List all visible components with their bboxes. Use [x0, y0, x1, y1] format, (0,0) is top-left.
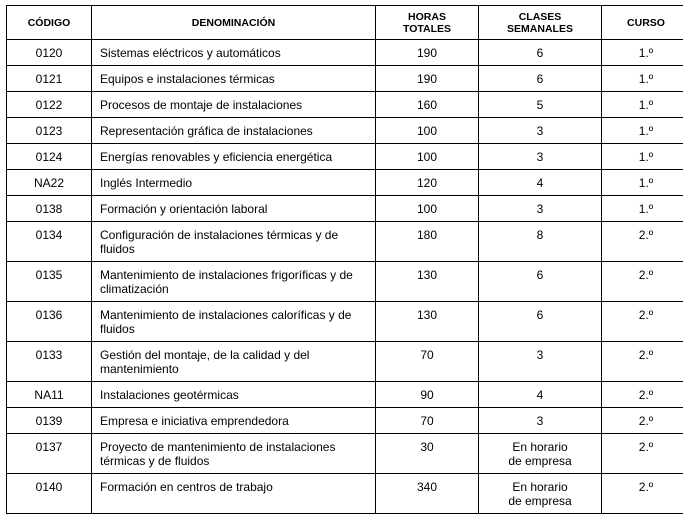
cell-denominacion: Proyecto de mantenimiento de instalaciones térmicas y de fluidos [92, 434, 376, 474]
cell-codigo: 0139 [7, 408, 92, 434]
cell-curso: 1.º [602, 170, 683, 196]
table-row [7, 262, 683, 302]
cell-codigo: 0124 [7, 144, 92, 170]
header-codigo: CÓDIGO [7, 6, 92, 40]
cell-denominacion: Formación en centros de trabajo [92, 474, 376, 514]
cell-clases: 4 [479, 382, 602, 408]
cell-clases: 3 [479, 342, 602, 382]
cell-horas: 100 [376, 144, 479, 170]
cell-clases: En horario de empresa [479, 474, 602, 514]
cell-denominacion: Equipos e instalaciones térmicas [92, 66, 376, 92]
cell-horas: 30 [376, 434, 479, 474]
cell-curso: 2.º [602, 382, 683, 408]
cell-clases: En horario de empresa [479, 434, 602, 474]
cell-codigo: 0135 [7, 262, 92, 302]
cell-horas: 70 [376, 408, 479, 434]
cell-curso: 1.º [602, 118, 683, 144]
cell-horas: 160 [376, 92, 479, 118]
cell-denominacion: Inglés Intermedio [92, 170, 376, 196]
cell-codigo: 0134 [7, 222, 92, 262]
cell-curso: 1.º [602, 40, 683, 66]
table-row [7, 302, 683, 342]
cell-codigo: NA22 [7, 170, 92, 196]
cell-clases: 6 [479, 66, 602, 92]
cell-curso: 1.º [602, 196, 683, 222]
header-curso: CURSO [602, 6, 683, 40]
cell-clases: 3 [479, 118, 602, 144]
cell-curso: 2.º [602, 408, 683, 434]
cell-codigo: 0122 [7, 92, 92, 118]
table-row [7, 434, 683, 474]
table-row [7, 196, 683, 222]
cell-denominacion: Mantenimiento de instalaciones frigoríficas y de climatización [92, 262, 376, 302]
cell-denominacion: Mantenimiento de instalaciones caloríficas y de fluidos [92, 302, 376, 342]
cell-horas: 190 [376, 66, 479, 92]
cell-codigo: NA11 [7, 382, 92, 408]
cell-curso: 1.º [602, 92, 683, 118]
cell-curso: 1.º [602, 66, 683, 92]
cell-curso: 2.º [602, 262, 683, 302]
cell-horas: 120 [376, 170, 479, 196]
cell-denominacion: Empresa e iniciativa emprendedora [92, 408, 376, 434]
cell-codigo: 0121 [7, 66, 92, 92]
cell-horas: 130 [376, 302, 479, 342]
cell-denominacion: Sistemas eléctricos y automáticos [92, 40, 376, 66]
table-row [7, 92, 683, 118]
cell-clases: 6 [479, 262, 602, 302]
header-denominacion: DENOMINACIÓN [92, 6, 376, 40]
cell-horas: 100 [376, 118, 479, 144]
cell-denominacion: Gestión del montaje, de la calidad y del mantenimiento [92, 342, 376, 382]
table-row [7, 144, 683, 170]
cell-codigo: 0133 [7, 342, 92, 382]
cell-horas: 100 [376, 196, 479, 222]
cell-denominacion: Formación y orientación laboral [92, 196, 376, 222]
table-row [7, 382, 683, 408]
cell-clases: 3 [479, 408, 602, 434]
cell-clases: 3 [479, 144, 602, 170]
table-row [7, 222, 683, 262]
modules-table [6, 5, 683, 514]
cell-horas: 130 [376, 262, 479, 302]
table-row [7, 40, 683, 66]
cell-denominacion: Energías renovables y eficiencia energética [92, 144, 376, 170]
table-row [7, 342, 683, 382]
cell-curso: 2.º [602, 434, 683, 474]
table-header-row [7, 6, 683, 40]
cell-horas: 190 [376, 40, 479, 66]
table-row [7, 118, 683, 144]
cell-codigo: 0138 [7, 196, 92, 222]
cell-codigo: 0136 [7, 302, 92, 342]
cell-denominacion: Representación gráfica de instalaciones [92, 118, 376, 144]
cell-horas: 90 [376, 382, 479, 408]
cell-horas: 180 [376, 222, 479, 262]
cell-clases: 4 [479, 170, 602, 196]
table-row [7, 474, 683, 514]
cell-curso: 2.º [602, 302, 683, 342]
cell-curso: 2.º [602, 222, 683, 262]
cell-denominacion: Configuración de instalaciones térmicas y de fluidos [92, 222, 376, 262]
cell-clases: 3 [479, 196, 602, 222]
cell-clases: 6 [479, 40, 602, 66]
table-row [7, 408, 683, 434]
table-row [7, 66, 683, 92]
cell-clases: 5 [479, 92, 602, 118]
cell-horas: 70 [376, 342, 479, 382]
table-row [7, 170, 683, 196]
cell-codigo: 0137 [7, 434, 92, 474]
cell-curso: 2.º [602, 474, 683, 514]
cell-codigo: 0120 [7, 40, 92, 66]
header-clases-semanales: CLASES SEMANALES [479, 6, 602, 40]
cell-codigo: 0123 [7, 118, 92, 144]
cell-clases: 6 [479, 302, 602, 342]
cell-codigo: 0140 [7, 474, 92, 514]
cell-denominacion: Procesos de montaje de instalaciones [92, 92, 376, 118]
cell-horas: 340 [376, 474, 479, 514]
header-horas-totales: HORAS TOTALES [376, 6, 479, 40]
cell-clases: 8 [479, 222, 602, 262]
cell-curso: 1.º [602, 144, 683, 170]
cell-denominacion: Instalaciones geotérmicas [92, 382, 376, 408]
cell-curso: 2.º [602, 342, 683, 382]
table-body [7, 40, 683, 514]
